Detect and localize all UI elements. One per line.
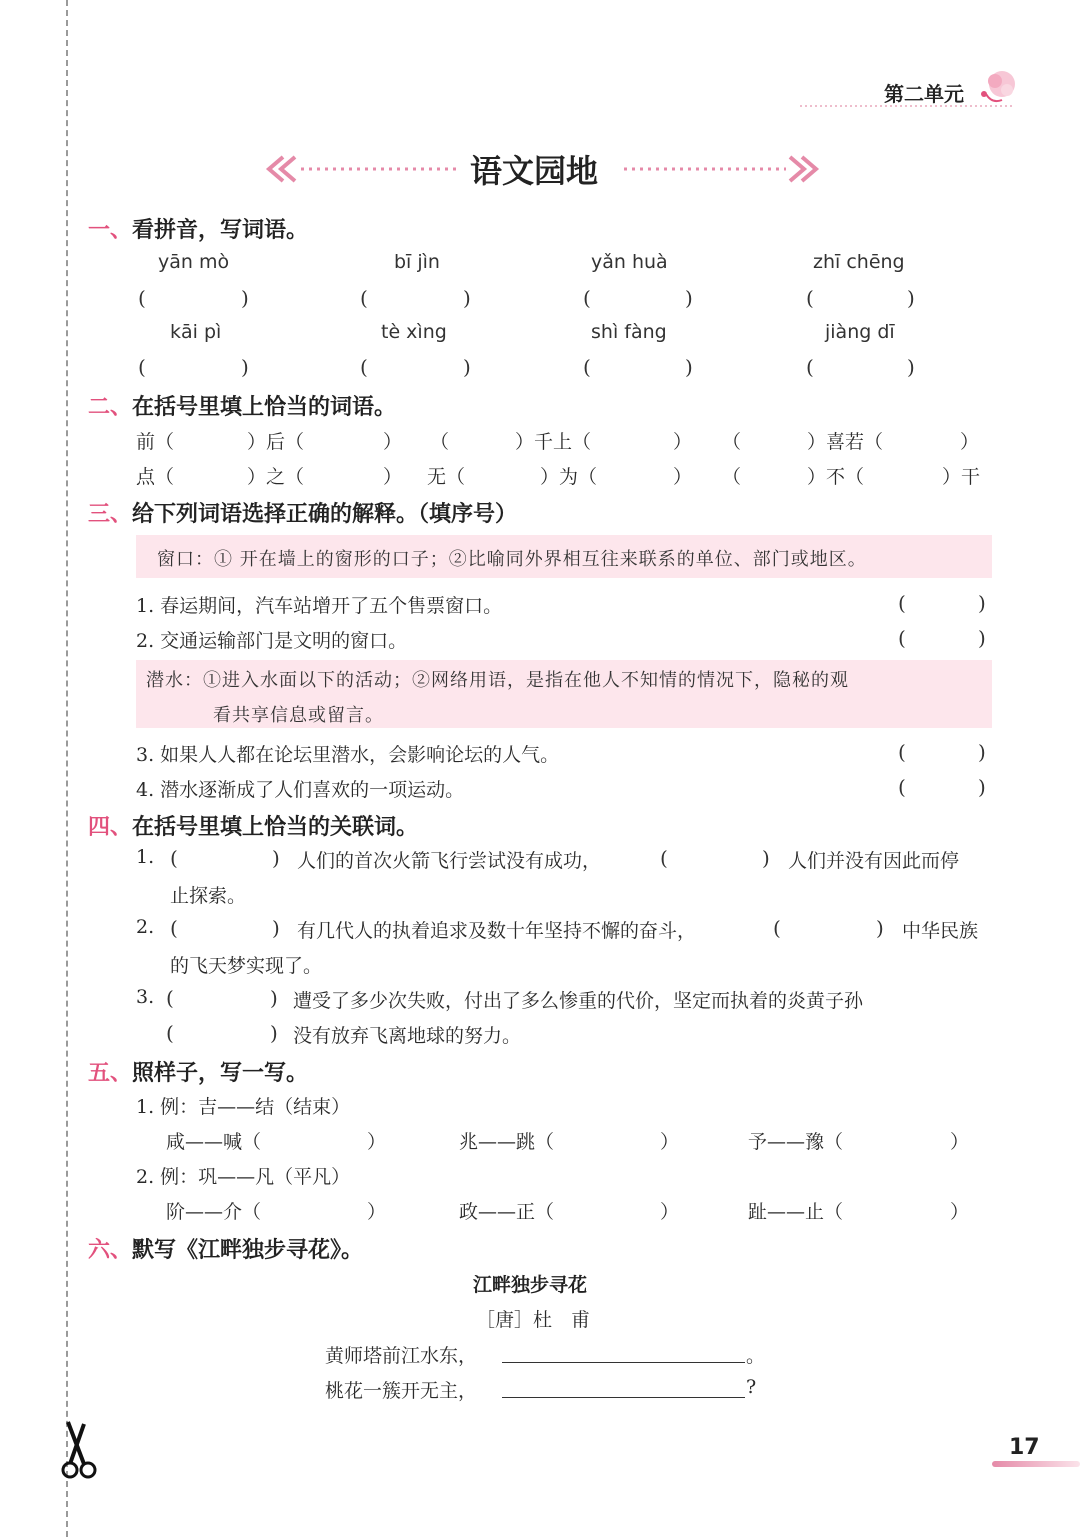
idiom-frag[interactable]: （ — [722, 431, 742, 453]
question-text: 人们并没有因此而停 — [788, 850, 960, 872]
pinyin-7: shì fàng — [591, 321, 667, 343]
answer-blank-close: ) — [272, 846, 280, 870]
idiom-frag[interactable]: ）后（ — [247, 431, 305, 453]
cut-line — [66, 0, 68, 1537]
poem-line-2: 桃花一簇开无主， — [325, 1380, 478, 1402]
section-number: 五、 — [88, 1061, 133, 1086]
answer-blank-close: ) — [978, 775, 986, 799]
definition-window: 窗口：① 开在墙上的窗形的口子；②比喻同外界相互往来联系的单位、部门或地区。 — [157, 549, 867, 570]
idiom-frag: ） — [383, 466, 403, 488]
idiom-frag[interactable]: ）不（ — [807, 466, 865, 488]
pinyin-4: zhī chēng — [813, 251, 905, 273]
answer-blank-open[interactable]: ( — [898, 591, 906, 615]
idiom-frag[interactable]: ）为（ — [540, 466, 598, 488]
word-pair[interactable]: 咸——喊（ — [166, 1131, 262, 1153]
answer-blank-open[interactable]: ( — [166, 986, 174, 1010]
answer-blank-open[interactable]: ( — [660, 846, 668, 870]
answer-blank-close: ） — [367, 1131, 387, 1153]
section-heading-5 — [88, 1056, 308, 1087]
section-number: 三、 — [88, 502, 133, 527]
word-pair[interactable]: 兆——跳（ — [459, 1131, 555, 1153]
word-pair[interactable]: 政——正（ — [459, 1201, 555, 1223]
pinyin-8: jiàng dī — [825, 321, 895, 343]
section-title: 照样子，写一写。 — [132, 1061, 309, 1086]
answer-blank-1-open[interactable]: ( — [138, 286, 146, 310]
answer-blank-open[interactable]: ( — [170, 846, 178, 870]
section-heading-3 — [88, 497, 517, 528]
unit-label: 第二单元 — [884, 82, 964, 106]
answer-blank-close: ) — [978, 591, 986, 615]
idiom-frag: ） — [383, 431, 403, 453]
question-text: 止探索。 — [170, 885, 247, 907]
section-number: 六、 — [88, 1238, 133, 1263]
poem-answer-line-2[interactable] — [502, 1397, 745, 1398]
poem-answer-line-1[interactable] — [502, 1362, 745, 1363]
title-decoration-left — [263, 152, 463, 186]
poem-line-2-end: ? — [746, 1376, 757, 1398]
question-text: 没有放弃飞离地球的努力。 — [293, 1025, 522, 1047]
section-number: 一、 — [88, 218, 133, 243]
answer-blank-close: ) — [270, 1021, 278, 1045]
answer-blank-close: ） — [950, 1131, 970, 1153]
idiom-frag[interactable]: ）千上（ — [515, 431, 592, 453]
answer-blank-5-open[interactable]: ( — [138, 355, 146, 379]
example-line: 1. 例：吉——结（结束） — [136, 1096, 351, 1118]
answer-blank-close: ) — [876, 916, 884, 940]
idiom-frag[interactable]: ）喜若（ — [807, 431, 884, 453]
question-text: 的飞天梦实现了。 — [170, 955, 323, 977]
pinyin-6: tè xìng — [381, 321, 447, 343]
answer-blank-4-open[interactable]: ( — [806, 286, 814, 310]
idiom-frag[interactable]: （ — [430, 431, 450, 453]
answer-blank-close: ) — [270, 986, 278, 1010]
page-number-bar — [992, 1460, 1080, 1468]
answer-blank-3-close: ) — [685, 286, 693, 310]
idiom-frag[interactable]: 无（ — [427, 466, 466, 488]
word-pair[interactable]: 趾——止（ — [748, 1201, 844, 1223]
question-text: 中华民族 — [902, 920, 979, 942]
idiom-frag[interactable]: 点（ — [136, 466, 175, 488]
poem-title: 江畔独步寻花 — [473, 1274, 588, 1296]
idiom-frag: ）干 — [942, 466, 981, 488]
definition-diving-line1: 潜水：①进入水面以下的活动；②网络用语，是指在他人不知情的情况下，隐秘的观 — [146, 670, 849, 691]
word-pair[interactable]: 予——豫（ — [748, 1131, 844, 1153]
answer-blank-2-open[interactable]: ( — [360, 286, 368, 310]
header-underline — [800, 101, 1020, 111]
section-heading-2 — [88, 390, 396, 421]
answer-blank-close: ） — [950, 1201, 970, 1223]
word-pair[interactable]: 阶——介（ — [166, 1201, 262, 1223]
question-text: 有几代人的执着追求及数十年坚持不懈的奋斗， — [297, 920, 697, 942]
section-title: 默写《江畔独步寻花》。 — [132, 1238, 364, 1263]
question-item: 2. 交通运输部门是文明的窗口。 — [136, 630, 408, 652]
answer-blank-6-close: ) — [463, 355, 471, 379]
pinyin-3: yǎn huà — [591, 251, 668, 273]
question-number: 3. — [136, 986, 155, 1008]
answer-blank-8-open[interactable]: ( — [806, 355, 814, 379]
answer-blank-close: ） — [367, 1201, 387, 1223]
pinyin-5: kāi pì — [170, 321, 222, 343]
question-number: 1. — [136, 846, 155, 868]
idiom-frag: ） — [673, 466, 693, 488]
question-item: 4. 潜水逐渐成了人们喜欢的一项运动。 — [136, 779, 465, 801]
answer-blank-open[interactable]: ( — [170, 916, 178, 940]
example-line: 2. 例：巩——凡（平凡） — [136, 1166, 351, 1188]
section-title: 在括号里填上恰当的词语。 — [132, 395, 397, 420]
section-heading-6 — [88, 1233, 363, 1264]
question-text: 遭受了多少次失败，付出了多么惨重的代价，坚定而执着的炎黄子孙 — [293, 990, 864, 1012]
section-heading-4 — [88, 810, 418, 841]
answer-blank-close: ) — [272, 916, 280, 940]
question-item: 1. 春运期间，汽车站增开了五个售票窗口。 — [136, 595, 503, 617]
page-title: 语文园地 — [470, 152, 599, 190]
question-text: 人们的首次火箭飞行尝试没有成功， — [297, 850, 602, 872]
answer-blank-open[interactable]: ( — [166, 1021, 174, 1045]
answer-blank-close: ） — [660, 1201, 680, 1223]
poem-line-1: 黄师塔前江水东， — [325, 1345, 478, 1367]
idiom-frag[interactable]: 前（ — [136, 431, 175, 453]
answer-blank-7-close: ) — [685, 355, 693, 379]
answer-blank-1-close: ) — [241, 286, 249, 310]
pinyin-2: bī jìn — [394, 251, 440, 273]
answer-blank-close: ） — [660, 1131, 680, 1153]
section-title: 在括号里填上恰当的关联词。 — [132, 815, 419, 840]
idiom-frag[interactable]: （ — [722, 466, 742, 488]
answer-blank-open[interactable]: ( — [898, 740, 906, 764]
page-number: 17 — [1009, 1435, 1040, 1460]
answer-blank-open[interactable]: ( — [898, 626, 906, 650]
answer-blank-open[interactable]: ( — [898, 775, 906, 799]
section-heading-1 — [88, 213, 308, 244]
answer-blank-2-close: ) — [463, 286, 471, 310]
section-title: 给下列词语选择正确的解释。（填序号） — [132, 502, 518, 527]
answer-blank-8-close: ) — [907, 355, 915, 379]
idiom-frag: ） — [960, 431, 980, 453]
answer-blank-open[interactable]: ( — [773, 916, 781, 940]
answer-blank-close: ) — [978, 626, 986, 650]
answer-blank-5-close: ) — [241, 355, 249, 379]
answer-blank-4-close: ) — [907, 286, 915, 310]
idiom-frag[interactable]: ）之（ — [247, 466, 305, 488]
question-item: 3. 如果人人都在论坛里潜水，会影响论坛的人气。 — [136, 744, 560, 766]
poem-line-1-end: 。 — [746, 1345, 766, 1367]
answer-blank-close: ) — [762, 846, 770, 870]
answer-blank-3-open[interactable]: ( — [583, 286, 591, 310]
title-decoration-right — [622, 152, 822, 186]
answer-blank-6-open[interactable]: ( — [360, 355, 368, 379]
section-number: 四、 — [88, 815, 133, 840]
question-number: 2. — [136, 916, 155, 938]
answer-blank-close: ) — [978, 740, 986, 764]
answer-blank-7-open[interactable]: ( — [583, 355, 591, 379]
section-number: 二、 — [88, 395, 133, 420]
scissors-icon — [58, 1420, 102, 1484]
poem-author: ［唐］杜 甫 — [476, 1309, 591, 1331]
definition-diving-line2: 看共享信息或留言。 — [213, 705, 384, 726]
section-title: 看拼音，写词语。 — [132, 218, 309, 243]
idiom-frag: ） — [673, 431, 693, 453]
pinyin-1: yān mò — [158, 251, 230, 273]
